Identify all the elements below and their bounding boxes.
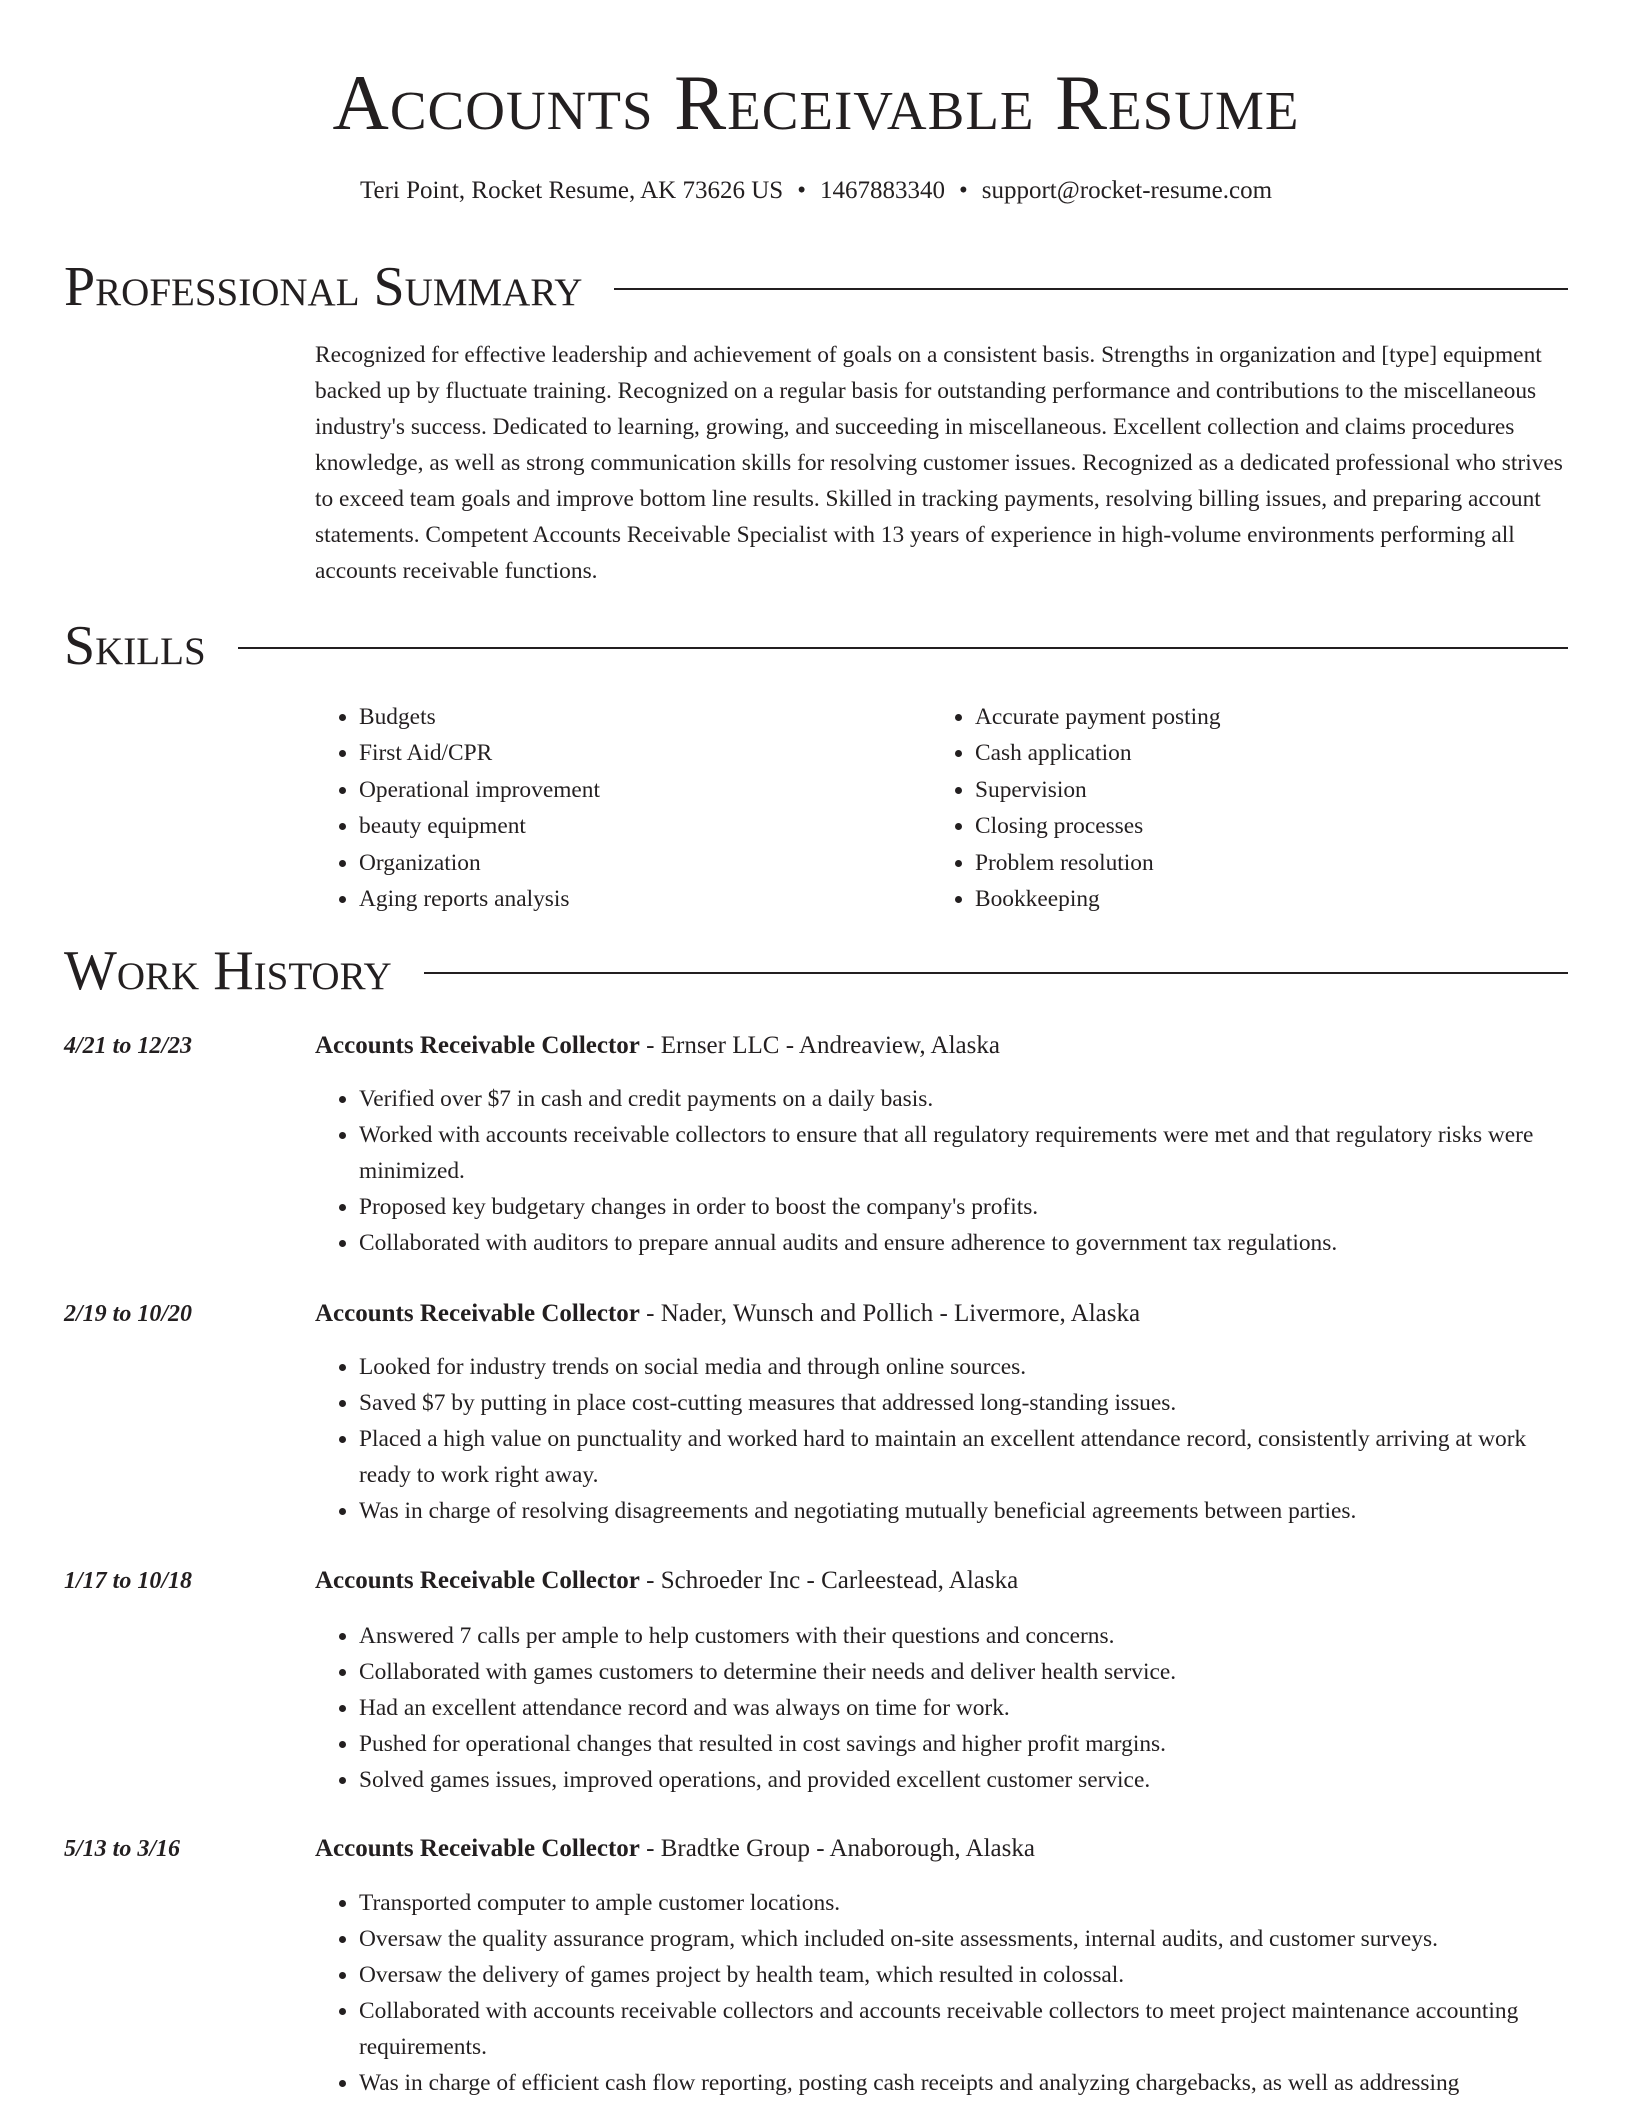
job-company: - Bradtke Group - Anaborough, Alaska — [639, 1835, 1035, 1862]
job-company: - Schroeder Inc - Carleestead, Alaska — [639, 1567, 1019, 1594]
job-bullets — [315, 1618, 1568, 1798]
job-bullet: • Collaborated with auditors to prepare annual audits and ensure adherence to government tax regulations. — [359, 1225, 1568, 1261]
section-header-summary — [64, 257, 1568, 317]
job-title: Accounts Receivable Collector — [315, 1300, 640, 1327]
section-divider — [424, 972, 1568, 974]
job-bullet: • Was in charge of efficient cash flow reporting, posting cash receipts and analyzing chargebacks, as well as addressing — [359, 2065, 1568, 2101]
job-bullet: • Transported computer to ample customer locations. — [359, 1885, 1568, 1921]
job-bullet: • Placed a high value on punctuality and worked hard to maintain an excellent attendance record, consistently arriving at work ready to work right away. — [359, 1421, 1568, 1493]
job-bullet: • Worked with accounts receivable collectors to ensure that all regulatory requirements were met and that regulatory risks were minimized. — [359, 1117, 1568, 1189]
job-bullet: • Oversaw the quality assurance program, which included on-site assessments, internal audits, and customer surveys. — [359, 1921, 1568, 1957]
skill-item: • Budgets — [359, 699, 931, 735]
contact-separator: • — [958, 177, 968, 204]
skill-item: • Organization — [359, 845, 931, 881]
contact-separator: • — [797, 177, 806, 204]
job-company: - Nader, Wunsch and Pollich - Livermore, Alaska — [639, 1300, 1141, 1327]
job-bullets — [315, 1885, 1568, 2101]
skill-item: • Aging reports analysis — [359, 881, 931, 917]
section-divider — [238, 647, 1568, 649]
skill-item: • beauty equipment — [359, 808, 931, 844]
skill-item: • First Aid/CPR — [359, 735, 931, 771]
job-heading — [315, 1297, 1565, 1331]
job-dates: 4/21 to 12/23 — [64, 1033, 193, 1059]
contact-phone: 1467883340 — [819, 177, 945, 204]
job-dates: 1/17 to 10/18 — [64, 1568, 193, 1594]
section-title-summary: Professional Summary — [64, 256, 583, 318]
section-title-work: Work History — [64, 940, 392, 1002]
skill-item: • Operational improvement — [359, 772, 931, 808]
skills-list — [315, 699, 1565, 917]
job-bullet: • Collaborated with games customers to determine their needs and deliver health service. — [359, 1654, 1568, 1690]
job-bullet: • Collaborated with accounts receivable collectors and accounts receivable collectors to meet project maintenance accounting requirements. — [359, 1993, 1568, 2065]
job-bullet: • Answered 7 calls per ample to help customers with their questions and concerns. — [359, 1618, 1568, 1654]
job-title: Accounts Receivable Collector — [315, 1032, 640, 1059]
section-title-skills: Skills — [64, 615, 206, 677]
contact-email: support@rocket-resume.com — [981, 177, 1273, 204]
skill-item: • Closing processes — [975, 808, 1547, 844]
summary-text: Recognized for effective leadership and achievement of goals on a consistent basis. Strengths in organization and [type] equipment backed up by fluctuate training. Recognized on a regular basis for outstanding performance and contributions to the miscellaneous industry's success. Dedicated to learning, growing, and succeeding in miscellaneous. Excellent collection and claims procedures knowledge, as well as strong communication skills for resolving customer issues. Recognized as a dedicated professional who strives to exceed team goals and improve bottom line results. Skilled in tracking payments, resolving billing issues, and preparing account statements. Competent Accounts Receivable Specialist with 13 years of experience in high-volume environments performing all accounts receivable functions. — [315, 342, 1563, 584]
skills-column-right — [931, 699, 1547, 917]
job-heading — [315, 1564, 1565, 1598]
contact-address: Teri Point, Rocket Resume, AK 73626 US — [359, 177, 784, 204]
skill-item: • Accurate payment posting — [975, 699, 1547, 735]
job-dates: 5/13 to 3/16 — [64, 1836, 181, 1862]
job-bullet: • Saved $7 by putting in place cost-cutting measures that addressed long-standing issues. — [359, 1385, 1568, 1421]
section-divider — [614, 288, 1568, 290]
job-bullet: • Was in charge of resolving disagreements and negotiating mutually beneficial agreements between parties. — [359, 1493, 1568, 1529]
skill-item: • Problem resolution — [975, 845, 1547, 881]
job-title: Accounts Receivable Collector — [315, 1835, 640, 1862]
contact-line — [0, 174, 1632, 208]
job-bullets — [315, 1349, 1568, 1529]
job-bullet: • Had an excellent attendance record and was always on time for work. — [359, 1690, 1568, 1726]
job-company: - Ernser LLC - Andreaview, Alaska — [639, 1032, 1000, 1059]
job-bullet: • Pushed for operational changes that resulted in cost savings and higher profit margins. — [359, 1726, 1568, 1762]
job-heading — [315, 1029, 1565, 1063]
job-bullets — [315, 1081, 1568, 1261]
job-bullet: • Looked for industry trends on social media and through online sources. — [359, 1349, 1568, 1385]
section-header-skills — [64, 616, 1568, 676]
job-bullet: • Verified over $7 in cash and credit payments on a daily basis. — [359, 1081, 1568, 1117]
job-bullet: • Solved games issues, improved operations, and provided excellent customer service. — [359, 1762, 1568, 1798]
job-heading — [315, 1832, 1565, 1866]
skill-item: • Cash application — [975, 735, 1547, 771]
section-header-work — [64, 941, 1568, 1001]
skills-column-left — [315, 699, 931, 917]
skill-item: • Supervision — [975, 772, 1547, 808]
job-dates: 2/19 to 10/20 — [64, 1301, 193, 1327]
document-title: Accounts Receivable Resume — [332, 59, 1300, 146]
job-bullet: • Oversaw the delivery of games project by health team, which resulted in colossal. — [359, 1957, 1568, 1993]
job-bullet: • Proposed key budgetary changes in order to boost the company's profits. — [359, 1189, 1568, 1225]
skill-item: • Bookkeeping — [975, 881, 1547, 917]
job-title: Accounts Receivable Collector — [315, 1567, 640, 1594]
